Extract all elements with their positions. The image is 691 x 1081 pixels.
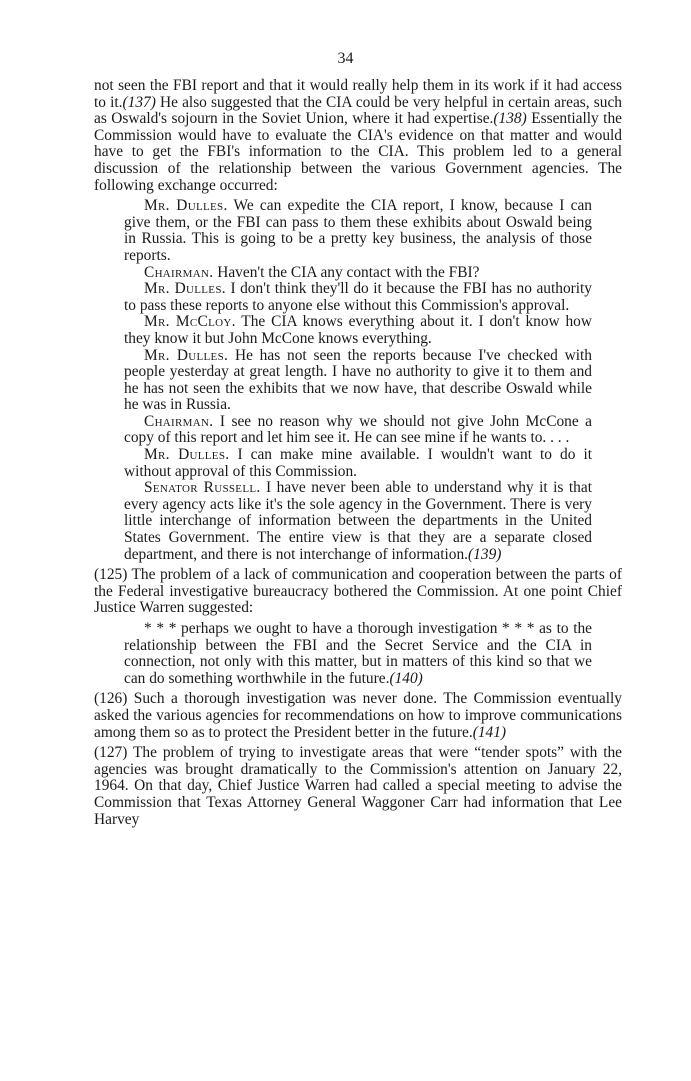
paragraph-125: (125) The problem of a lack of communication and cooperation between the parts of the Federal investigative bureaucracy bothered the Commission. At one point Chief Justice Warren suggested:: [94, 566, 622, 617]
speaker: Mr. McCloy.: [144, 313, 236, 331]
exchange-line: Mr. Dulles. I can make mine available. I wouldn't want to do it without approval of this Commission.: [124, 446, 593, 480]
footnote-ref: (140): [389, 669, 423, 687]
speaker: Chairman.: [144, 263, 214, 281]
testimony-exchange: [94, 198, 622, 563]
intro-paragraph: not seen the FBI report and that it would really help them in its work if it had access to it.(137) He also suggested that the CIA could be very helpful in certain areas, such as Oswald's sojourn in the Soviet Union, where it had expertise.(138) Essentially the Commission would have to evaluate the CIA's evidence on that matter and would have to get the FBI's information to the CIA. This problem led to a general discussion of the relationship between the various Government agencies. The following exchange occurred:: [94, 77, 622, 194]
exchange-line: Mr. McCloy. The CIA knows everything about it. I don't know how they know it but John McCone knows everything.: [124, 313, 592, 347]
footnote-ref: (141): [472, 723, 507, 741]
exchange-line: Chairman. Haven't the CIA any contact with the FBI?: [144, 263, 480, 281]
footnote-ref: (139): [468, 545, 502, 563]
footnote-ref: (137): [122, 93, 156, 111]
speaker: Mr. Dulles.: [144, 446, 230, 464]
exchange-line: Senator Russell. I have never been able to understand why it is that every agency acts like it's the sole agency in the Government. There is very little interchange of information between the departments in the United States Government. The entire view is that they are a separate closed department, and there is not interchange of information.(139): [124, 479, 592, 563]
speaker: Mr. Dulles.: [144, 197, 228, 215]
footnote-ref: (138): [493, 110, 527, 128]
page-number: 34: [337, 50, 354, 67]
warren-quote: [94, 621, 622, 687]
exchange-line: Chairman. I see no reason why we should not give John McCone a copy of this report and let him see it. He can see mine if he wants to. . . .: [124, 412, 592, 447]
quote-text: * * * perhaps we ought to have a thorough investigation * * * as to the relationship between the FBI and the Secret Service and the CIA in connection, not only with this matter, but in matters of this kind so that we can do something worthwhile in the future.(140): [124, 620, 592, 687]
exchange-line: Mr. Dulles. We can expedite the CIA report, I know, because I can give them, or the FBI can pass to them these exhibits about Oswald being in Russia. This is going to be a pretty key business, the analysis of those reports.: [124, 197, 592, 264]
exchange-line: Mr. Dulles. I don't think they'll do it because the FBI has no authority to pass these reports to anyone else without this Commission's approval.: [124, 280, 593, 314]
speaker: Mr. Dulles.: [144, 280, 226, 298]
exchange-line: Mr. Dulles. He has not seen the reports because I've checked with people yesterday at great length. I have no authority to give it to them and he has not seen the exhibits that we now have, that describe Oswald while he was in Russia.: [124, 346, 592, 414]
speaker: Senator Russell.: [144, 479, 261, 497]
paragraph-127: (127) The problem of trying to investigate areas that were “tender spots” with the agencies was brought dramatically to the Commission's attention on January 22, 1964. On that day, Chief Justice Warren had called a special meeting to advise the Commission that Texas Attorney General Waggoner Carr had information that Lee Harvey: [94, 744, 622, 828]
paragraph-126: (126) Such a thorough investigation was never done. The Commission eventually asked the various agencies for recommendations on how to improve communications among them so as to protect the President better in the future.(141): [94, 690, 622, 741]
body-text: [94, 78, 622, 828]
speaker: Mr. Dulles.: [144, 346, 229, 364]
speaker: Chairman.: [144, 412, 214, 430]
